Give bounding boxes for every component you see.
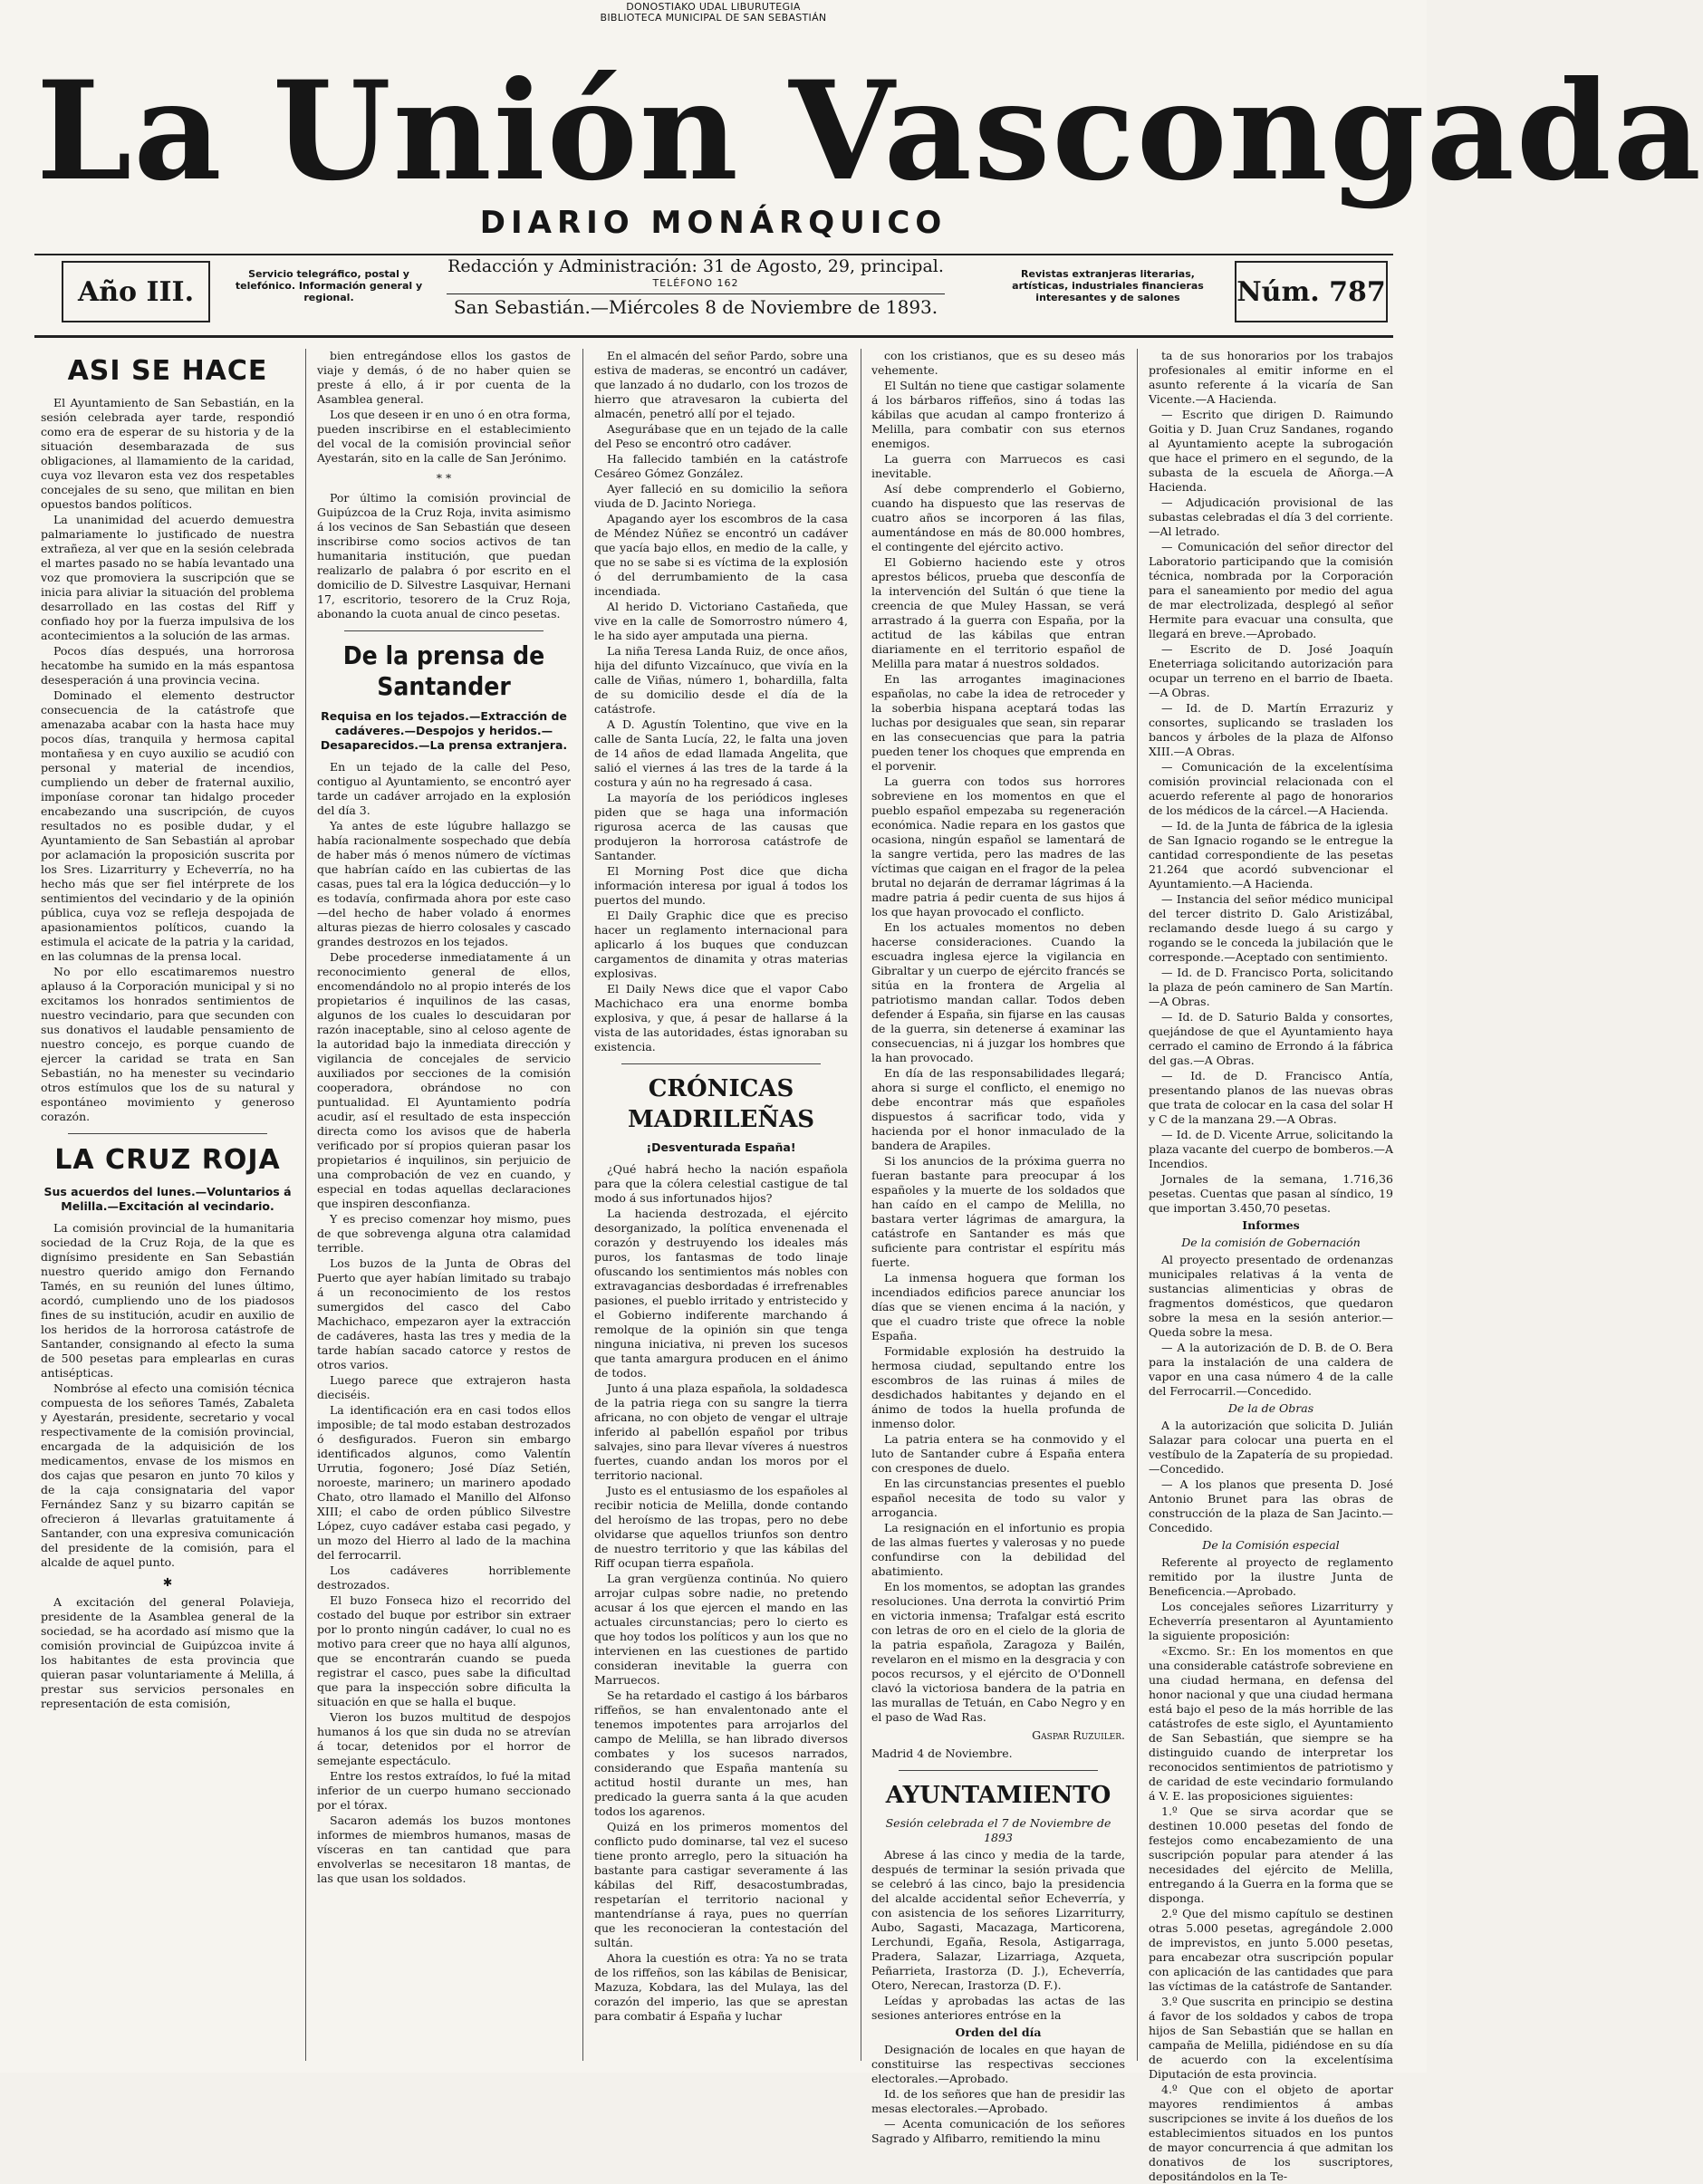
paragraph: El Sultán no tiene que castigar solamente á los bárbaros riffeños, sino á todas las kábilas que acudan al campo fronterizo á Melilla, para combatir con sus eternos enemigos. bbox=[871, 379, 1125, 450]
paragraph: Al proyecto presentado de ordenanzas municipales relativas á la venta de sustancias alimenticias y obras de fragmentos domésticos, que quedaron sobre la mesa en la sesión anterior.—Queda sobre la mesa. bbox=[1149, 1253, 1393, 1339]
paragraph: El Daily News dice que el vapor Cabo Machichaco era una enorme bomba explosiva, y que, á pesar de hallarse á la vista de las autoridades, éstas ignoraban su existencia. bbox=[594, 982, 848, 1054]
paragraph: Sacaron además los buzos montones informes de miembros humanos, masas de vísceras en tan cantidad que para envolverlas se necesitaron 18 mantas, de las que usan los soldados. bbox=[317, 1814, 571, 1885]
paragraph: — Escrito que dirigen D. Raimundo Goitia y D. Juan Cruz Sandanes, rogando al Ayuntamiento acepte la subrogación que hace el primero en el segundo, de la subasta de la escuela de Añorga.—A Hacienda. bbox=[1149, 408, 1393, 494]
order-of-day-heading: Orden del día bbox=[955, 2025, 1042, 2039]
column-2 bbox=[317, 349, 571, 2061]
paragraph: La inmensa hoguera que forman los incendiados edificios parece anunciar los días que se vienen encima á la nación, y que el cuadro triste que ofrece la noble España. bbox=[871, 1271, 1125, 1342]
section-divider bbox=[899, 1770, 1098, 1771]
headline-ayuntamiento: AYUNTAMIENTO bbox=[885, 1782, 1111, 1809]
paragraph: Debe procederse inmediatamente á un reconocimiento general de ellos, encomendándolo no al propio interés de los propietarios é inquilinos de las casas, algunos de los cuales lo descuidaran por razón inaceptable, sino al celoso agente de la autoridad bajo la inmediata dirección y vigilancia de concejales de servicio auxiliados por secciones de la comisión cooperadora, obrándose no con puntualidad. El Ayuntamiento podría acudir, así el resultado de esta inspección directa como los avisos que de haberla verificado por sí propios quieran pasar los propietarios é inquilinos, sin perjuicio de una comprobación de vez en cuando, y especial en todas aquellas declaraciones que inspiren desconfianza. bbox=[317, 950, 571, 1210]
paragraph: bien entregándose ellos los gastos de viaje y demás, ó de no haber quien se preste á ello, á ir por cuenta de la Asamblea general. bbox=[317, 349, 571, 406]
library-stamp bbox=[0, 2, 1427, 24]
paragraph: El Ayuntamiento de San Sebastián, en la sesión celebrada ayer tarde, respondió como era de esperar de su historia y de la situación desembarazada de sus obligaciones, al llamamiento de la caridad, cuya voz llevaron esta vez dos respetables concejales de su seno, que militan en bien opuestos bandos políticos. bbox=[41, 396, 294, 511]
paragraph: Abrese á las cinco y media de la tarde, después de terminar la sesión privada que se celebró á las cinco, bajo la presidencia del alcalde accidental señor Echeverría, y con asistencia de los señores Lizarriturry, Aubo, Sagasti, Macazaga, Marticorena, Lerchundi, Egaña, Resola, Astigarraga, Pradera, Salazar, Lizarriaga, Azqueta, Peñarrieta, Irastorza (D. J.), Echeverría, Otero, Nerecan, Irastorza (D. F.). bbox=[871, 1848, 1125, 1992]
paragraph: — Id. de D. Francisco Antía, presentando planos de las nuevas obras que trata de colocar en la casa del solar H y C de la manzana 29.—A Obras. bbox=[1149, 1069, 1393, 1126]
paragraph: Apagando ayer los escombros de la casa de Méndez Núñez se encontró un cadáver que yacía bajo ellos, en medio de la calle, y que no se sabe si es víctima de la explosión ó del derrumbamiento de la casa incendiada. bbox=[594, 512, 848, 598]
paragraph: Así debe comprenderlo el Gobierno, cuando ha dispuesto que las reservas de cuatro años se incorporen á las filas, aumentándose en más de 80.000 hombres, el contingente del ejército activo. bbox=[871, 482, 1125, 553]
paragraph: Si los anuncios de la próxima guerra no fueran bastante para preocupar á los españoles y la muerte de los soldados que han caído en el campo de Melilla, no bastara verter lágrimas de amargura, la catástrofe en Santander es más que suficiente para contristar el espíritu más fuerte. bbox=[871, 1154, 1125, 1269]
paragraph: El buzo Fonseca hizo el recorrido del costado del buque por estribor sin extraer por lo pronto ningún cadáver, lo cual no es motivo para creer que no haya allí algunos, que se encontrarán cuando se pueda registrar el casco, pues sabe la dificultad que para la inspección sobre dificulta la situación en que se halla el buque. bbox=[317, 1593, 571, 1708]
paragraph: — Id. de la Junta de fábrica de la iglesia de San Ignacio rogando se le entregue la cantidad correspondiente de las pesetas 21.264 que acordó subvencionar el Ayuntamiento.—A Hacienda. bbox=[1149, 819, 1393, 890]
paragraph: — Instancia del señor médico municipal del tercer distrito D. Galo Aristizábal, reclamando desde luego á su cargo y rogando se le conceda la jubilación que le corresponde.—Aceptado con sentimiento. bbox=[1149, 892, 1393, 964]
paragraph: Por último la comisión provincial de Guipúzcoa de la Cruz Roja, invita asimismo á los vecinos de San Sebastián que deseen inscribirse como socios activos de tan humanitaria institución, que puedan realizarlo de palabra ó por escrito en el domicilio de D. Silvestre Lasquivar, Hernani 17, escritorio, tesorero de la Cruz Roja, abonando la cuota anual de cinco pesetas. bbox=[317, 491, 571, 621]
paragraph: La resignación en el infortunio es propia de las almas fuertes y valerosas y no puede confundirse con la debilidad del abatimiento. bbox=[871, 1521, 1125, 1578]
paragraph: La unanimidad del acuerdo demuestra palmariamente lo justificado de nuestra extrañeza, al ver que en la sesión celebrada el martes pasado no se había levantado una voz que promoviera la suscripción que se inicia para aliviar la situación del problema desarrollado en las costas del Riff y confiado hoy por la fuerza impulsiva de los acontecimientos a la solución de las armas. bbox=[41, 513, 294, 642]
paragraph: La guerra con todos sus horrores sobreviene en los momentos en que el pueblo español empezaba su regeneración económica. Nadie repara en los gastos que ocasiona, ningún español se lamentará de la sangre vertida, pero las madres de las víctimas que caigan en el fragor de la pelea brutal no dejarán de derramar lágrimas á la madre patria á pedir cuenta de sus hijos á los que hayan provocado el conflicto. bbox=[871, 775, 1125, 919]
paragraph: 2.º Que del mismo capítulo se destinen otras 5.000 pesetas, agregándole 2.000 de imprevistos, en junto 5.000 pesetas, para encabezar otra suscripción popular con aplicación de las cantidades que para las víctimas de la catástrofe de Santander. bbox=[1149, 1907, 1393, 1993]
paragraph: Los concejales señores Lizarriturry y Echeverría presentaron al Ayuntamiento la siguiente proposición: bbox=[1149, 1600, 1393, 1642]
paragraph: Quizá en los primeros momentos del conflicto pudo dominarse, tal vez el suceso tiene pronto arreglo, pero la situación ha bastante para castigar severamente á las kábilas del Riff, desacostumbradas, respetarían el territorio nacional y mantendríanse á raya, pues no querrían que les reconocieran la contestación del sultán. bbox=[594, 1820, 848, 1949]
paragraph: El Morning Post dice que dicha información interesa por igual á todos los puertos del mundo. bbox=[594, 864, 848, 907]
header-rule-bottom bbox=[34, 335, 1393, 338]
paragraph: ta de sus honorarios por los trabajos profesionales al emitir informe en el asunto referente á la vicaría de San Vicente.—A Hacienda. bbox=[1149, 349, 1393, 406]
issue-number-box: Núm. 787 bbox=[1235, 261, 1388, 322]
paragraph: — A la autorización de D. B. de O. Bera para la instalación de una caldera de vapor en una casa número 4 de la calle del Ferrocarril.—Concedido. bbox=[1149, 1341, 1393, 1398]
asterism-icon: * * bbox=[436, 471, 452, 485]
paragraph: — Escrito de D. José Joaquín Eneterriaga solicitando autorización para ocupar un terreno en el barrio de Ibaeta.—A Obras. bbox=[1149, 642, 1393, 699]
paragraph: La identificación era en casi todos ellos imposible; de tal modo estaban destrozados ó desfigurados. Fueron sin embargo identificados algunos, como Valentín Urrutia, fogonero; José Díaz Setién, noroeste, marinero; un marinero apodado Chato, otro llamado el Manillo del Alfonso XIII; el cabo de orden público Silvestre López, cuyo cadáver estaba casi pegado, y un mozo del Hierro al lado de la machina del ferrocarril. bbox=[317, 1403, 571, 1562]
paragraph: La hacienda destrozada, el ejército desorganizado, la política envenenada el corazón y destruyendo los ideales más puros, los fantasmas de todo linaje ofuscando los sentimientos más nobles con extravagancias desbordadas é irrefrenables pasiones, el pueblo irritado y entristecido y el Gobierno indiferente marchando á remolque de la opinión sin que tenga ninguna iniciativa, ni preven los sucesos que tanta amargura producen en el ánimo de todos. bbox=[594, 1207, 848, 1380]
center-info bbox=[447, 255, 945, 320]
column-5 bbox=[1149, 349, 1393, 2183]
subheadline: Requisa en los tejados.—Extracción de cadáveres.—Despojos y heridos.—Desaparecidos.—La prensa extranjera. bbox=[320, 709, 568, 752]
paragraph: Formidable explosión ha destruido la hermosa ciudad, sepultando entre los escombros de las ruinas á miles de desdichados habitantes y dejando en el ánimo de todos la huella profunda de inmenso dolor. bbox=[871, 1344, 1125, 1430]
asterism-icon: ✱ bbox=[162, 1575, 173, 1589]
paragraph: La gran vergüenza continúa. No quiero arrojar culpas sobre nadie, no pretendo acusar á los que ejercen el mando en las actuales circunstancias; pero lo cierto es que hoy todos los políticos y aun los que no intervienen en las cuestiones de partido consideran inevitable la guerra con Marruecos. bbox=[594, 1572, 848, 1687]
newspaper-title: La Unión Vascongada bbox=[36, 52, 1703, 211]
paragraph: — Comunicación del señor director del Laboratorio participando que la comisión técnica, nombrada por la Corporación para el saneamiento por medio del agua de mar electrolizada, desplegó al señor Hermite para evacuar una consulta, que llegará en breve.—Aprobado. bbox=[1149, 540, 1393, 640]
paragraph: La patria entera se ha conmovido y el luto de Santander cubre á España entera con crespones de duelo. bbox=[871, 1432, 1125, 1475]
paragraph: con los cristianos, que es su deseo más vehemente. bbox=[871, 349, 1125, 377]
newspaper-subtitle: DIARIO MONÁRQUICO bbox=[479, 205, 948, 241]
paragraph: Los cadáveres horriblemente destrozados. bbox=[317, 1563, 571, 1592]
paragraph: Luego parece que extrajeron hasta dieciséis. bbox=[317, 1373, 571, 1401]
library-line-2: BIBLIOTECA MUNICIPAL DE SAN SEBASTIÁN bbox=[600, 12, 827, 24]
paragraph: — Acenta comunicación de los señores Sagrado y Alfibarro, remitiendo la minu bbox=[871, 2117, 1125, 2145]
paragraph: — Id. de D. Francisco Porta, solicitando la plaza de peón caminero de San Martín.—A Obras. bbox=[1149, 966, 1393, 1008]
column-4 bbox=[871, 349, 1125, 2145]
paragraph: Vieron los buzos multitud de despojos humanos á los que sin duda no se atrevían á tocar, detenidos por el horror de semejante espectáculo. bbox=[317, 1710, 571, 1767]
section-subheading: De la comisión de Gobernación bbox=[1181, 1236, 1361, 1249]
headline-prensa-santander: De la prensa de Santander bbox=[342, 640, 545, 701]
paragraph: La mayoría de los periódicos ingleses piden que se haga una información rigurosa acerca de las causas que produjeron la horrorosa catástrofe de Santander. bbox=[594, 791, 848, 862]
paragraph: 4.º Que con el objeto de aportar mayores rendimientos á ambas suscripciones se invite á los dueños de los establecimientos situados en los puntos de mayor concurrencia á que admitan los donativos de los suscriptores, depositándolos en la Te- bbox=[1149, 2083, 1393, 2183]
section-divider bbox=[68, 1133, 267, 1134]
paragraph: En las circunstancias presentes el pueblo español necesita de todo su valor y arrogancia. bbox=[871, 1477, 1125, 1519]
date-line: San Sebastián.—Miércoles 8 de Noviembre de 1893. bbox=[447, 293, 945, 320]
paragraph: — A los planos que presenta D. José Antonio Brunet para las obras de construcción de la plaza de San Jacinto.—Concedido. bbox=[1149, 1477, 1393, 1535]
paragraph: Al herido D. Victoriano Castañeda, que vive en la calle de Somorrostro número 4, le ha sido ayer amputada una pierna. bbox=[594, 600, 848, 642]
paragraph: Los buzos de la Junta de Obras del Puerto que ayer habían limitado su trabajo á un reconocimiento de los restos sumergidos del casco del Cabo Machichaco, empezaron ayer la extracción de cadáveres, hasta las tres y media de la tarde habían sacado catorce y restos de otros varios. bbox=[317, 1256, 571, 1371]
paragraph: Asegurábase que en un tejado de la calle del Peso se encontró otro cadáver. bbox=[594, 422, 848, 450]
paragraph: Ahora la cuestión es otra: Ya no se trata de los riffeños, son las kábilas de Benisicar, Mazuza, Kobdara, las del Mulaya, las del corazón del imperio, las que se aprestan para combatir á España y luchar bbox=[594, 1951, 848, 2023]
headline-asi-se-hace: ASI SE HACE bbox=[67, 355, 268, 387]
paragraph: Nombróse al efecto una comisión técnica compuesta de los señores Tamés, Zabaleta y Ayestarán, presidente, secretario y vocal respectivamente de la comisión provincial, encargada de la adquisición de los medicamentos, envase de los mismos en dos cajas que pesaron en junto 70 kilos y de la caja consignataria del vapor Fernández Sanz y su bizarro capitán se ofrecieron á llevarlas gratuitamente á Santander, con una expresiva comunicación del presidente de la comisión, para el alcalde de aquel punto. bbox=[41, 1381, 294, 1569]
subheadline: Sus acuerdos del lunes.—Voluntarios á Melilla.—Excitación al vecindario. bbox=[43, 1185, 292, 1213]
dateline: Madrid 4 de Noviembre. bbox=[871, 1746, 1013, 1760]
paragraph: En un tejado de la calle del Peso, contiguo al Ayuntamiento, se encontró ayer tarde un cadáver arrojado en la explosión del día 3. bbox=[317, 760, 571, 817]
column-1 bbox=[41, 349, 294, 2061]
column-divider bbox=[1137, 349, 1138, 2061]
paragraph: En día de las responsabilidades llegará; ahora si surge el conflicto, el enemigo no debe encontrar más que españoles dispuestos á sacrificar todo, vida y hacienda por el honor inmaculado de la bandera de Arapiles. bbox=[871, 1066, 1125, 1152]
paragraph: Y es preciso comenzar hoy mismo, pues de que sobrevenga alguna otra calamidad terrible. bbox=[317, 1212, 571, 1255]
paragraph: — Id. de D. Saturio Balda y consortes, quejándose de que el Ayuntamiento haya cerrado el camino de Errondo á la fábrica del gas.—A Obras. bbox=[1149, 1010, 1393, 1067]
column-divider bbox=[582, 349, 583, 2061]
library-line-1: DONOSTIAKO UDAL LIBURUTEGIA bbox=[626, 1, 801, 13]
section-divider bbox=[344, 630, 544, 631]
paragraph: El Gobierno haciendo este y otros aprestos bélicos, prueba que desconfía de la intervención del Sultán ó que tiene la creencia de que Muley Hassan, se verá arrastrado á la guerra con España, por la actitud de las kábilas que entran diariamente en el territorio español de Melilla para matar á nuestros soldados. bbox=[871, 555, 1125, 670]
paragraph: — Id. de D. Vicente Arrue, solicitando la plaza vacante del cuerpo de bomberos.—A Incendios. bbox=[1149, 1128, 1393, 1170]
paragraph: A la autorización que solicita D. Julián Salazar para colocar una puerta en el vestíbulo de la Zapatería de su propiedad.—Concedido. bbox=[1149, 1419, 1393, 1476]
paragraph: En el almacén del señor Pardo, sobre una estiva de maderas, se encontró un cadáver, que lanzado á no dudarlo, con los trozos de hierro que atravesaron la cubierta del almacén, penetró allí por el tejado. bbox=[594, 349, 848, 420]
paragraph: A D. Agustín Tolentino, que vive en la calle de Santa Lucía, 22, le falta una joven de 14 años de edad llamada Angelita, que salió el viernes á las tres de la tarde á la costura y aún no ha regresado á casa. bbox=[594, 717, 848, 789]
paragraph: Se ha retardado el castigo á los bárbaros riffeños, se han envalentonado ante el tenemos impotentes para arrojarlos del campo de Melilla, se han librado diversos combates y los sucesos narrados, considerando que España mantenía su actitud hostil durante un mes, han predicado la guerra santa á la que acuden todos los agarenos. bbox=[594, 1689, 848, 1818]
paragraph: Dominado el elemento destructor consecuencia de la catástrofe que amenazaba acabar con la hasta hace muy pocos días, tranquila y hermosa capital montañesa y en cuyo auxilio se acudió con personal y material de incendios, cumpliendo un deber de fraternal auxilio, imponíase coronar tan hidalgo proceder encabezando una suscripción, de cuyos resultados no es posible dudar, y el Ayuntamiento de San Sebastián al aprobar por aclamación la proposición suscrita por los Sres. Lizarriturry y Echeverría, no ha hecho más que ser fiel intérprete de los sentimientos del vecindario y de la opinión pública, cuya voz se refleja despojada de apasionamientos políticos, cuando la estimula el acicate de la patria y la caridad, en las columnas de la prensa local. bbox=[41, 688, 294, 963]
section-subheading: De la de Obras bbox=[1227, 1401, 1314, 1415]
paragraph: Justo es el entusiasmo de los españoles al recibir noticia de Melilla, donde contando del heroísmo de las tropas, pero no debe olvidarse que aquellos triunfos son dentro de nuestro territorio y que las kábilas del Riff ocupan tierra española. bbox=[594, 1484, 848, 1570]
paragraph: — Comunicación de la excelentísima comisión provincial relacionada con el acuerdo referente al pago de honorarios de los médicos de la cárcel.—A Hacienda. bbox=[1149, 760, 1393, 817]
paragraph: 1.º Que se sirva acordar que se destinen 10.000 pesetas del fondo de festejos como encabezamiento de una suscripción popular para atender á las necesidades del ejército de Melilla, entregando á la Guerra en la forma que se disponga. bbox=[1149, 1804, 1393, 1905]
paragraph: Ha fallecido también en la catástrofe Cesáreo Gómez González. bbox=[594, 452, 848, 480]
paragraph: Id. de los señores que han de presidir las mesas electorales.—Aprobado. bbox=[871, 2087, 1125, 2115]
author-signature: Gaspar Ruzuiler. bbox=[1032, 1728, 1125, 1742]
address-line: Redacción y Administración: 31 de Agosto, 29, principal. bbox=[447, 256, 944, 276]
column-divider bbox=[305, 349, 306, 2061]
paragraph: La comisión provincial de la humanitaria sociedad de la Cruz Roja, de la que es dignísimo presidente en San Sebastián nuestro querido amigo don Fernando Tamés, en su reunión del lunes último, acordó, cumpliendo uno de los piadosos fines de su institución, acudir en auxilio de los heridos de la horrorosa catástrofe de Santander, consignando al efecto la suma de 500 pesetas para emplearlas en curas antisépticas. bbox=[41, 1221, 294, 1380]
headline-cruz-roja: LA CRUZ ROJA bbox=[54, 1144, 281, 1176]
paragraph: — Adjudicación provisional de las subastas celebradas el día 3 del corriente.—Al letrado. bbox=[1149, 495, 1393, 538]
paragraph: Ya antes de este lúgubre hallazgo se había racionalmente sospechado que debía de haber más ó menos número de víctimas que habrían caído en las cubiertas de las casas, pues tal era la lógica deducción—y lo es todavía, confirmada ahora por este caso—del hecho de haber volado á enormes alturas piezas de hierro colosales y cascado grandes destrozos en los tejados. bbox=[317, 819, 571, 948]
session-subtitle: Sesión celebrada el 7 de Noviembre de 1893 bbox=[885, 1816, 1111, 1844]
column-3 bbox=[594, 349, 848, 2061]
reviews-box: Revistas extranjeras literarias, artísticas, industriales financieras interesantes y de salones bbox=[1012, 268, 1204, 303]
paragraph: El Daily Graphic dice que es preciso hacer un reglamento internacional para aplicarlo á los buques que conduzcan cargamentos de dinamita y otras materias explosivas. bbox=[594, 909, 848, 980]
section-subheading: De la Comisión especial bbox=[1202, 1538, 1340, 1552]
paragraph: En las arrogantes imaginaciones españolas, no cabe la idea de retroceder y la soberbia hispana aceptará todas las luchas por desiguales que sean, sin reparar en las consecuencias que para la patria pueden tener los choques que emprenda en el porvenir. bbox=[871, 672, 1125, 773]
paragraph: Pocos días después, una horrorosa hecatombe ha sumido en la más espantosa desesperación á una provincia vecina. bbox=[41, 644, 294, 687]
paragraph: La guerra con Marruecos es casi inevitable. bbox=[871, 452, 1125, 480]
paragraph: En los actuales momentos no deben hacerse consideraciones. Cuando la escuadra inglesa ejerce la vigilancia en Gibraltar y un cuerpo de ejército francés se sitúa en la frontera de Argelia al patriotismo mandan callar. Todos deben defender á España, sin fijarse en las causas de la guerra, sin detenerse á examinar las consecuencias, ni á juzgar los hombres que la han provocado. bbox=[871, 920, 1125, 1064]
phone-line: TELÉFONO 162 bbox=[652, 277, 739, 289]
paragraph: Jornales de la semana, 1.716,36 pesetas. Cuentas que pasan al síndico, 19 que importan 3.450,70 pesetas. bbox=[1149, 1172, 1393, 1215]
paragraph: 3.º Que suscrita en principio se destina á favor de los soldados y cabos de tropa hijos de San Sebastián que se hallan en campaña de Melilla, pidiéndose en su día de acuerdo con la excelentísima Diputación de esta provincia. bbox=[1149, 1995, 1393, 2081]
paragraph: Designación de locales en que hayan de constituirse las respectivas secciones electorales.—Aprobado. bbox=[871, 2043, 1125, 2085]
year-box: Año III. bbox=[62, 261, 210, 322]
paragraph: Junto á una plaza española, la soldadesca de la patria riega con su sangre la tierra africana, no con objeto de vengar el ultraje inferido al pabellón español por tribus salvajes, sino para llevar víveres á nuestros fuertes, cuando andan los moros por el territorio nacional. bbox=[594, 1381, 848, 1482]
services-box: Servicio telegráfico, postal y telefónico. Información general y regional. bbox=[235, 268, 423, 303]
paragraph: «Excmo. Sr.: En los momentos en que una considerable catástrofe sobreviene en una ciudad hermana, en defensa del honor nacional y que una ciudad hermana está bajo el peso de la más horrible de las catástrofes de este siglo, el Ayuntamiento de San Sebastián, que siempre se ha distinguido cuando de interpretar los reconocidos sentimientos de patriotismo y de caridad de este vecindario formulando á V. E. las proposiciones siguientes: bbox=[1149, 1644, 1393, 1803]
paragraph: ¿Qué habrá hecho la nación española para que la cólera celestial castigue de tal modo á sus infortunados hijos? bbox=[594, 1162, 848, 1205]
paragraph: La niña Teresa Landa Ruiz, de once años, hija del difunto Vizcaínuco, que vivía en la calle de Viñas, número 1, bohardilla, falta de su domicilio desde el día de la catástrofe. bbox=[594, 644, 848, 716]
paragraph: Los que deseen ir en uno ó en otra forma, pueden inscribirse en el establecimiento del vocal de la comisión provincial señor Ayestarán, sito en la calle de San Jerónimo. bbox=[317, 408, 571, 465]
paragraph: En los momentos, se adoptan las grandes resoluciones. Una derrota la convirtió Prim en victoria inmensa; Trafalgar está escrito con letras de oro en el cielo de la gloria de la patria española, Zaragoza y Bailén, revelaron en el mismo en la desgracia y con pocos recursos, y el ejército de O'Donnell clavó la victoriosa bandera de la patria en las murallas de Tetuán, en Cabo Negro y en el paso de Wad Ras. bbox=[871, 1580, 1125, 1724]
paragraph: Entre los restos extraídos, lo fué la mitad inferior de un cuerpo humano seccionado por el tórax. bbox=[317, 1769, 571, 1812]
info-bar bbox=[34, 255, 1393, 328]
paragraph: Leídas y aprobadas las actas de las sesiones anteriores entróse en la bbox=[871, 1994, 1125, 2022]
paragraph: A excitación del general Polavieja, presidente de la Asamblea general de la sociedad, se ha acordado así mismo que la comisión provincial de Guipúzcoa invite á los habitantes de esta provincia que quieran pasar voluntariamente á Melilla, á prestar sus servicios personales en representación de esta comisión, bbox=[41, 1595, 294, 1710]
informes-heading: Informes bbox=[1242, 1218, 1300, 1232]
subheadline: ¡Desventurada España! bbox=[646, 1140, 796, 1154]
paragraph: Referente al proyecto de reglamento remitido por la ilustre Junta de Beneficencia.—Aprobado. bbox=[1149, 1555, 1393, 1598]
paragraph: Ayer falleció en su domicilio la señora viuda de D. Jacinto Noriega. bbox=[594, 482, 848, 510]
paragraph: — Id. de D. Martín Errazuriz y consortes, suplicando se trasladen los bancos y árboles de la plaza de Alfonso XIII.—A Obras. bbox=[1149, 701, 1393, 758]
headline-cronicas: CRÓNICAS MADRILEÑAS bbox=[627, 1075, 815, 1133]
paragraph: No por ello escatimaremos nuestro aplauso á la Corporación municipal y si no excitamos los honrados sentimientos de nuestro vecindario, para que secunden con sus donativos el laudable pensamiento de nuestro concejo, es porque cuando de ejercer la caridad se trata en San Sebastián, no ha menester su vecindario otros estímulos que los de su natural y espontáneo movimiento y generoso corazón. bbox=[41, 965, 294, 1123]
section-divider bbox=[621, 1063, 821, 1064]
